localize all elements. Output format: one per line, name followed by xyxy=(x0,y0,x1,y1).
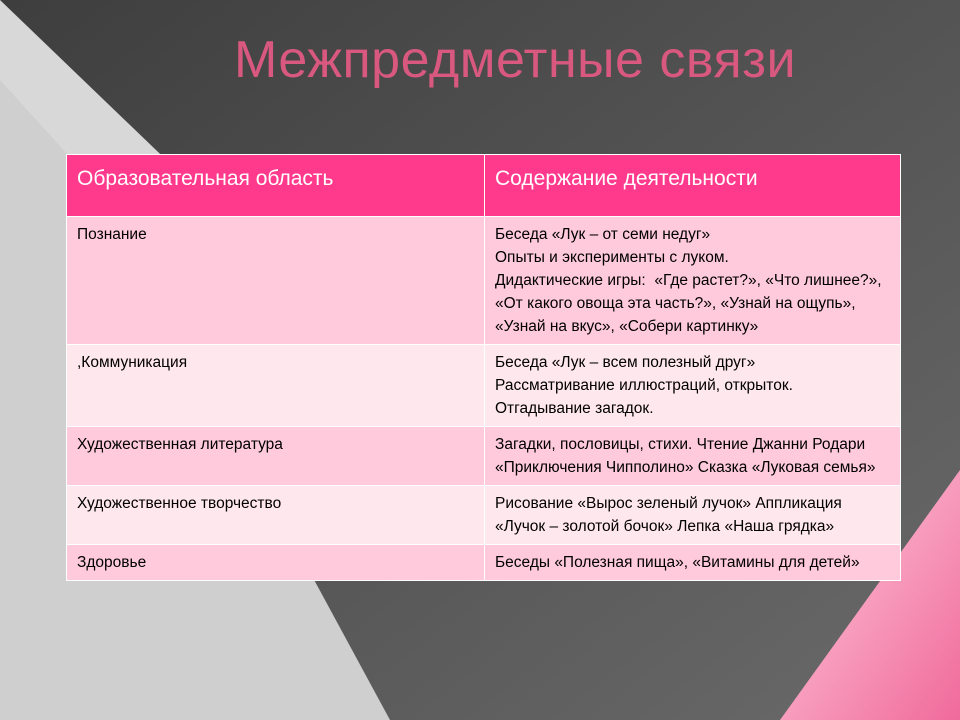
content-cell xyxy=(485,427,901,486)
content-cell xyxy=(485,345,901,427)
table-row xyxy=(67,427,901,486)
content-line: Беседы «Полезная пища», «Витамины для детей» xyxy=(495,554,860,571)
slide-title: Межпредметные связи xyxy=(233,31,797,89)
subject-links-table-wrapper xyxy=(66,154,901,581)
content-cell xyxy=(485,217,901,345)
content-line: Опыты и эксперименты с луком. xyxy=(495,249,729,266)
content-line: Рассматривание иллюстраций, открыток. xyxy=(495,377,793,394)
area-cell: Художественная литература xyxy=(67,427,485,486)
table-row xyxy=(67,345,901,427)
area-cell: ,Коммуникация xyxy=(67,345,485,427)
content-line: Отгадывание загадок. xyxy=(495,400,654,417)
content-line: Дидактические игры: «Где растет?», «Что лишнее?», «От какого овоща эта часть?», «Узнай на ощупь», «Узнай на вкус», «Собери картинку» xyxy=(495,272,886,335)
subject-links-table xyxy=(66,154,901,581)
area-cell: Художественное творчество xyxy=(67,486,485,545)
content-cell xyxy=(485,545,901,581)
table-header-row xyxy=(67,155,901,217)
table-row xyxy=(67,486,901,545)
table-row xyxy=(67,217,901,345)
header-educational-area: Образовательная область xyxy=(67,155,485,217)
content-cell xyxy=(485,486,901,545)
content-line: Беседа «Лук – от семи недуг» xyxy=(495,226,711,243)
content-line: Беседа «Лук – всем полезный друг» xyxy=(495,354,756,371)
content-line: Рисование «Вырос зеленый лучок» Аппликация «Лучок – золотой бочок» Лепка «Наша грядка» xyxy=(495,495,847,535)
area-cell: Познание xyxy=(67,217,485,345)
area-cell: Здоровье xyxy=(67,545,485,581)
content-line: Загадки, пословицы, стихи. Чтение Джанни Родари «Приключения Чипполино» Сказка «Луковая семья» xyxy=(495,436,876,476)
header-activity-content: Содержание деятельности xyxy=(485,155,901,217)
table-row xyxy=(67,545,901,581)
